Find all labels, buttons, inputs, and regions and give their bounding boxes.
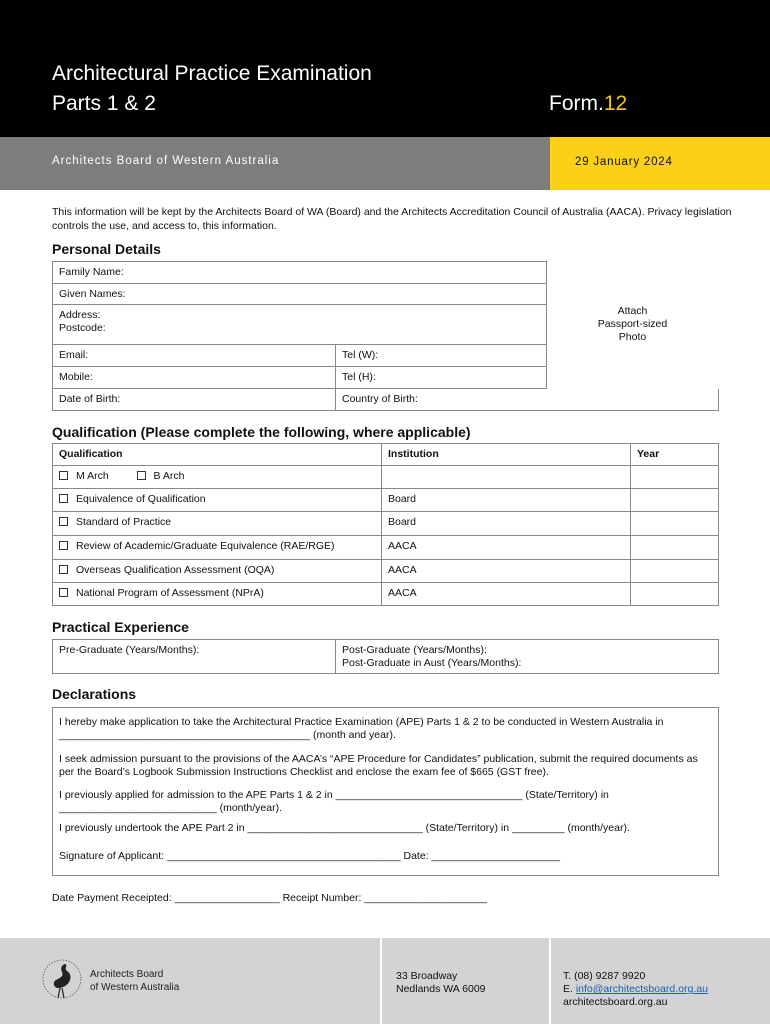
declarations-heading: Declarations	[52, 686, 137, 702]
year-cell[interactable]	[631, 512, 719, 536]
address-field[interactable]: Address: Postcode:	[52, 305, 547, 345]
declaration-admission: I seek admission pursuant to the provisions of the AACA’s “APE Procedure for Candidates” publication, submit the required documents as per the Board’s Logbook Submission Instructions Checklist and enclose the exam fee of $665 (GST free).	[59, 753, 698, 778]
col-qualification: Qualification	[52, 443, 382, 466]
declaration-previous-applied[interactable]: I previously applied for admission to the APE Parts 1 & 2 in ________________________________ (State/Territory) in ___________________________ (month/year).	[59, 789, 609, 814]
signature-line[interactable]: Signature of Applicant: ________________________________________ Date: ______________________	[59, 850, 560, 862]
date-band	[550, 137, 770, 190]
photo-placeholder: Attach Passport-sized Photo	[597, 305, 668, 343]
given-names-field[interactable]: Given Names:	[52, 284, 547, 305]
checkbox[interactable]	[59, 588, 68, 597]
footer-website[interactable]: architectsboard.org.au	[563, 996, 668, 1008]
footer-org-name: Architects Board of Western Australia	[90, 969, 180, 993]
form-title-line2: Parts 1 & 2	[52, 92, 156, 115]
footer-address: 33 Broadway Nedlands WA 6009	[396, 970, 486, 995]
qual-row-march-barch: M Arch B Arch	[52, 466, 382, 489]
footer-phone: T. (08) 9287 9920	[563, 970, 646, 982]
mobile-field[interactable]: Mobile:	[52, 367, 336, 389]
institution-cell: Board	[382, 489, 631, 512]
pre-graduate-field[interactable]: Pre-Graduate (Years/Months):	[52, 639, 336, 674]
family-name-field[interactable]: Family Name:	[52, 261, 547, 284]
col-year: Year	[631, 443, 719, 466]
email-field[interactable]: Email:	[52, 345, 336, 367]
declarations-box	[52, 707, 719, 876]
march-checkbox[interactable]	[59, 471, 68, 480]
swan-logo-icon	[40, 954, 88, 1004]
footer-contact: T. (08) 9287 9920 E. info@architectsboard.org.au architectsboard.org.au	[563, 970, 708, 1008]
qual-row-rae-rge: Review of Academic/Graduate Equivalence (RAE/RGE)	[52, 536, 382, 560]
declaration-application[interactable]: I hereby make application to take the Architectural Practice Examination (APE) Parts 1 & 2 to be conducted in Western Australia in ___________________________________________ (month and year).	[59, 716, 664, 741]
institution-cell: Board	[382, 512, 631, 536]
payment-receipt-line[interactable]: Date Payment Receipted: __________________ Receipt Number: _____________________	[52, 892, 487, 904]
form-title-line1: Architectural Practice Examination	[52, 62, 372, 85]
institution-cell: AACA	[382, 560, 631, 583]
post-graduate-field[interactable]: Post-Graduate (Years/Months): Post-Graduate in Aust (Years/Months):	[336, 639, 719, 674]
footer-email-link[interactable]: info@architectsboard.org.au	[575, 983, 708, 995]
checkbox[interactable]	[59, 494, 68, 503]
declaration-previous-part2[interactable]: I previously undertook the APE Part 2 in ______________________________ (State/Territory) in _________ (month/year).	[59, 822, 630, 834]
col-institution: Institution	[382, 443, 631, 466]
year-cell[interactable]	[631, 536, 719, 560]
institution-cell[interactable]	[382, 466, 631, 489]
privacy-intro: This information will be kept by the Architects Board of WA (Board) and the Architects Accreditation Council of Australia (AACA). Privacy legislation controls the use, and access to, this information.	[52, 206, 732, 232]
header-banner	[0, 0, 770, 137]
personal-details-heading: Personal Details	[52, 241, 161, 257]
checkbox[interactable]	[59, 565, 68, 574]
qual-row-equivalence: Equivalence of Qualification	[52, 489, 382, 512]
form-number-label: Form.12	[549, 92, 628, 115]
dob-field[interactable]: Date of Birth:	[52, 389, 336, 411]
year-cell[interactable]	[631, 466, 719, 489]
cob-field[interactable]: Country of Birth:	[336, 389, 719, 411]
qual-row-standard: Standard of Practice	[52, 512, 382, 536]
year-cell[interactable]	[631, 489, 719, 512]
tel-h-field[interactable]: Tel (H):	[336, 367, 547, 389]
board-name-band	[0, 137, 550, 190]
qualification-heading: Qualification (Please complete the following, where applicable)	[52, 424, 471, 440]
tel-w-field[interactable]: Tel (W):	[336, 345, 547, 367]
checkbox[interactable]	[59, 517, 68, 526]
qual-row-npra: National Program of Assessment (NPrA)	[52, 583, 382, 606]
board-name: Architects Board of Western Australia	[52, 155, 280, 167]
practical-experience-heading: Practical Experience	[52, 619, 189, 635]
footer	[0, 938, 770, 1024]
form-number: 12	[603, 92, 628, 115]
year-cell[interactable]	[631, 560, 719, 583]
barch-checkbox[interactable]	[137, 471, 146, 480]
qual-row-oqa: Overseas Qualification Assessment (OQA)	[52, 560, 382, 583]
institution-cell: AACA	[382, 536, 631, 560]
checkbox[interactable]	[59, 541, 68, 550]
footer-divider	[380, 938, 382, 1024]
footer-divider	[549, 938, 551, 1024]
institution-cell: AACA	[382, 583, 631, 606]
form-date: 29 January 2024	[575, 156, 673, 168]
year-cell[interactable]	[631, 583, 719, 606]
